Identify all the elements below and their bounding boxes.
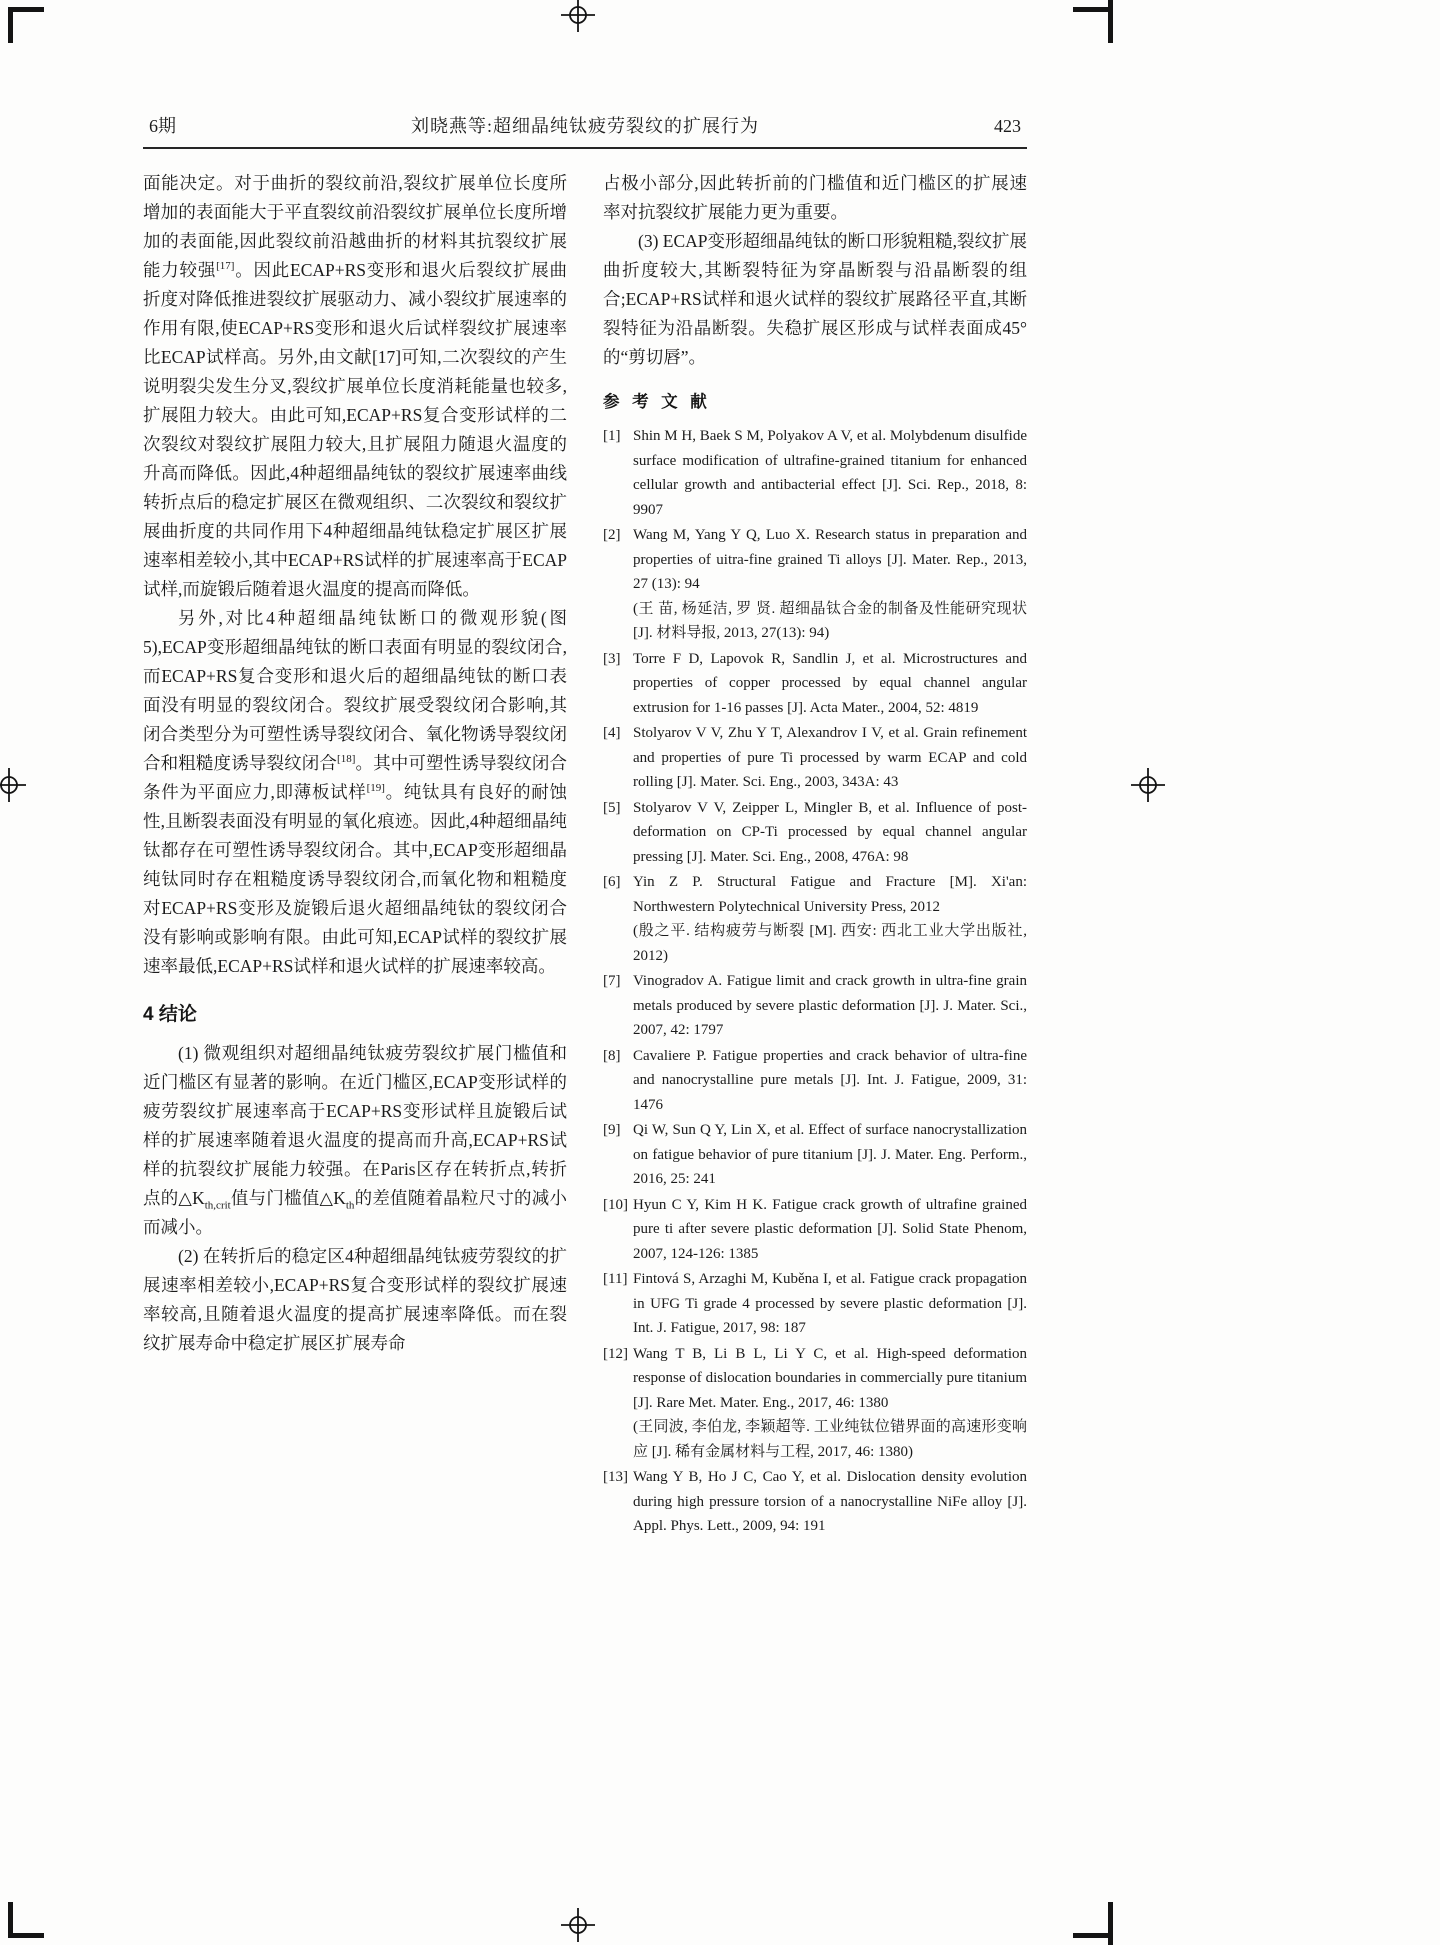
reference-item xyxy=(603,523,1027,646)
discussion-paragraphs xyxy=(143,169,567,981)
paragraph: 面能决定。对于曲折的裂纹前沿,裂纹扩展单位长度所增加的表面能大于平直裂纹前沿裂纹扩展单位长度所增加的表面能,因此裂纹前沿越曲折的材料其抗裂纹扩展能力较强[17]。因此ECAP+RS变形和退火后裂纹扩展曲折度对降低推进裂纹扩展驱动力、减小裂纹扩展速率的作用有限,使ECAP+RS变形和退火后试样裂纹扩展速率比ECAP试样高。另外,由文献[17]可知,二次裂纹的产生说明裂尖发生分叉,裂纹扩展单位长度消耗能量也较多,扩展阻力较大。由此可知,ECAP+RS复合变形试样的二次裂纹对裂纹扩展阻力较大,且扩展阻力随退火温度的升高而降低。因此,4种超细晶纯钛的裂纹扩展速率曲线转折点后的稳定扩展区在微观组织、二次裂纹和裂纹扩展曲折度的共同作用下4种超细晶纯钛稳定扩展区扩展速率相差较小,其中ECAP+RS试样的扩展速率高于ECAP试样,而旋锻后随着退火温度的提高而降低。 xyxy=(143,173,567,599)
crop-mark-bottom-right-h xyxy=(1073,1933,1109,1938)
reference-text: Fintová S, Arzaghi M, Kuběna I, et al. Fatigue crack propagation in UFG Ti grade 4 processed by severe plastic deformation [J]. Int. J. Fatigue, 2017, 98: 187 xyxy=(633,1271,1027,1336)
reference-text: Wang M, Yang Y Q, Luo X. Research status in preparation and properties of uitra-fine grained Ti alloys [J]. Mater. Rep., 2013, 27 (13): 94 xyxy=(633,527,1027,592)
reference-text: Qi W, Sun Q Y, Lin X, et al. Effect of surface nanocrystallization on fatigue behavior of pure titanium [J]. J. Mater. Eng. Perform., 2016, 25: 241 xyxy=(633,1122,1027,1187)
reference-translation: (王 苗, 杨延洁, 罗 贤. 超细晶钛合金的制备及性能研究现状 [J]. 材料导报, 2013, 27(13): 94) xyxy=(633,600,1027,641)
left-column xyxy=(143,169,567,1540)
references-heading: 参 考 文 献 xyxy=(603,393,711,411)
reference-number: [5] xyxy=(603,799,621,816)
reference-item xyxy=(603,969,1027,1043)
reference-text: Torre F D, Lapovok R, Sandlin J, et al. Microstructures and properties of copper processed by equal channel angular extrusion for 1-16 passes [J]. Acta Mater., 2004, 52: 4819 xyxy=(633,650,1027,716)
issue-label: 6期 xyxy=(149,116,176,136)
reference-number: [7] xyxy=(603,973,621,989)
references-list xyxy=(603,424,1027,1539)
reference-number: [1] xyxy=(603,428,621,444)
reference-number: [13] xyxy=(603,1469,628,1485)
registration-mark-left xyxy=(0,768,26,802)
paragraph: (2) 在转折后的稳定区4种超细晶纯钛疲劳裂纹的扩展速率相差较小,ECAP+RS复合变形试样的裂纹扩展速率较高,且随着退火温度的提高扩展速率降低。而在裂纹扩展寿命中稳定扩展区扩展寿命 xyxy=(143,1246,567,1353)
crop-mark-top-right-h xyxy=(1073,7,1109,12)
crop-mark-bottom-right-v xyxy=(1108,1902,1113,1945)
reference-item xyxy=(603,721,1027,795)
reference-item xyxy=(603,796,1027,870)
header-rule xyxy=(143,147,1027,149)
registration-mark-bottom xyxy=(561,1908,595,1942)
paragraph: (3) ECAP变形超细晶纯钛的断口形貌粗糙,裂纹扩展曲折度较大,其断裂特征为穿晶断裂与沿晶断裂的组合;ECAP+RS试样和退火试样的裂纹扩展路径平直,其断裂特征为沿晶断裂。失稳扩展区形成与试样表面成45°的“剪切唇”。 xyxy=(603,231,1027,367)
paragraph: 占极小部分,因此转折前的门槛值和近门槛区的扩展速率对抗裂纹扩展能力更为重要。 xyxy=(603,173,1027,222)
reference-text: Yin Z P. Structural Fatigue and Fracture [M]. Xi'an: Northwestern Polytechnical University Press, 2012 xyxy=(633,874,1027,915)
crop-mark-top-left-v xyxy=(8,7,13,43)
reference-text: Wang Y B, Ho J C, Cao Y, et al. Dislocation density evolution during high pressure torsion of a nanocrystalline NiFe alloy [J]. Appl. Phys. Lett., 2009, 94: 191 xyxy=(633,1469,1027,1534)
conclusion-paragraphs xyxy=(143,1039,567,1358)
reference-number: [8] xyxy=(603,1047,621,1064)
registration-mark-right xyxy=(1131,768,1165,802)
reference-item xyxy=(603,870,1027,968)
conclusions-heading: 4 结论 xyxy=(143,1004,197,1025)
reference-item xyxy=(603,424,1027,522)
crop-mark-top-right-v xyxy=(1108,0,1113,43)
reference-text: Cavaliere P. Fatigue properties and crack behavior of ultra-fine and nanocrystalline pure metals [J]. Int. J. Fatigue, 2009, 31: 1476 xyxy=(633,1047,1027,1113)
crop-mark-bottom-left-h xyxy=(8,1933,44,1938)
two-column-body xyxy=(143,169,1027,1540)
reference-text: Vinogradov A. Fatigue limit and crack growth in ultra-fine grain metals produced by severe plastic deformation [J]. J. Mater. Sci., 2007, 42: 1797 xyxy=(633,973,1027,1038)
reference-number: [4] xyxy=(603,725,621,741)
crop-mark-bottom-left-v xyxy=(8,1902,13,1938)
crop-mark-top-left-h xyxy=(8,7,44,12)
reference-item xyxy=(603,1342,1027,1465)
page-number: 423 xyxy=(994,116,1021,136)
right-column xyxy=(603,169,1027,1540)
paragraph: (1) 微观组织对超细晶纯钛疲劳裂纹扩展门槛值和近门槛区有显著的影响。在近门槛区,ECAP变形试样的疲劳裂纹扩展速率高于ECAP+RS变形试样且旋锻后试样的扩展速率随着退火温度的提高而升高,ECAP+RS试样的抗裂纹扩展能力较强。在Paris区存在转折点,转折点的$\triangle K_{th,crit}$值与门槛值$\triangle K_{th}$的差值随着晶粒尺寸的减小而减小。 xyxy=(143,1043,567,1237)
reference-translation: (殷之平. 结构疲劳与断裂 [M]. 西安: 西北工业大学出版社, 2012) xyxy=(633,923,1027,964)
reference-text: Stolyarov V V, Zhu Y T, Alexandrov I V, et al. Grain refinement and properties of pure Ti processed by warm ECAP and cold rolling [J]. Mater. Sci. Eng., 2003, 343A: 43 xyxy=(633,725,1027,790)
reference-item xyxy=(603,1465,1027,1539)
page-header xyxy=(143,112,1027,138)
reference-number: [6] xyxy=(603,874,621,890)
reference-text: Hyun C Y, Kim H K. Fatigue crack growth of ultrafine grained pure ti after severe plastic deformation [J]. Solid State Phenom, 2007, 124-126: 1385 xyxy=(633,1196,1027,1262)
reference-text: Stolyarov V V, Zeipper L, Mingler B, et al. Influence of post-deformation on CP-Ti processed by equal channel angular pressing [J]. Mater. Sci. Eng., 2008, 476A: 98 xyxy=(633,799,1027,865)
reference-number: [12] xyxy=(603,1345,628,1362)
reference-number: [3] xyxy=(603,650,621,667)
reference-item xyxy=(603,1044,1027,1118)
reference-number: [10] xyxy=(603,1196,628,1213)
reference-text: Wang T B, Li B L, Li Y C, et al. High-speed deformation response of dislocation boundaries in commercially pure titanium [J]. Rare Met. Mater. Eng., 2017, 46: 1380 xyxy=(633,1345,1027,1411)
conclusion-paragraphs-continued xyxy=(603,169,1027,372)
reference-number: [9] xyxy=(603,1122,621,1138)
registration-mark-top xyxy=(561,0,595,32)
paragraph: 另外,对比4种超细晶纯钛断口的微观形貌(图5),ECAP变形超细晶纯钛的断口表面有明显的裂纹闭合,而ECAP+RS复合变形和退火后的超细晶纯钛的断口表面没有明显的裂纹闭合。裂纹扩展受裂纹闭合影响,其闭合类型分为可塑性诱导裂纹闭合、氧化物诱导裂纹闭合和粗糙度诱导裂纹闭合[18]。其中可塑性诱导裂纹闭合条件为平面应力,即薄板试样[19]。纯钛具有良好的耐蚀性,且断裂表面没有明显的氧化痕迹。因此,4种超细晶纯钛都存在可塑性诱导裂纹闭合。其中,ECAP变形超细晶纯钛同时存在粗糙度诱导裂纹闭合,而氧化物和粗糙度对ECAP+RS变形及旋锻后退火超细晶纯钛的裂纹闭合没有影响或影响有限。由此可知,ECAP试样的裂纹扩展速率最低,ECAP+RS试样和退火试样的扩展速率较高。 xyxy=(143,608,568,976)
reference-item xyxy=(603,1118,1027,1192)
reference-number: [11] xyxy=(603,1271,628,1287)
reference-translation: (王同波, 李伯龙, 李颖超等. 工业纯钛位错界面的高速形变响应 [J]. 稀有金属材料与工程, 2017, 46: 1380) xyxy=(633,1419,1027,1460)
reference-item xyxy=(603,1267,1027,1341)
page-content xyxy=(143,112,1027,1540)
reference-item xyxy=(603,647,1027,721)
reference-item xyxy=(603,1193,1027,1267)
reference-text: Shin M H, Baek S M, Polyakov A V, et al. Molybdenum disulfide surface modification of ultrafine-grained titanium for enhanced cellular growth and antibacterial effect [J]. Sci. Rep., 2018, 8: 9907 xyxy=(633,428,1027,518)
running-title: 刘晓燕等:超细晶纯钛疲劳裂纹的扩展行为 xyxy=(411,116,759,136)
reference-number: [2] xyxy=(603,527,621,543)
